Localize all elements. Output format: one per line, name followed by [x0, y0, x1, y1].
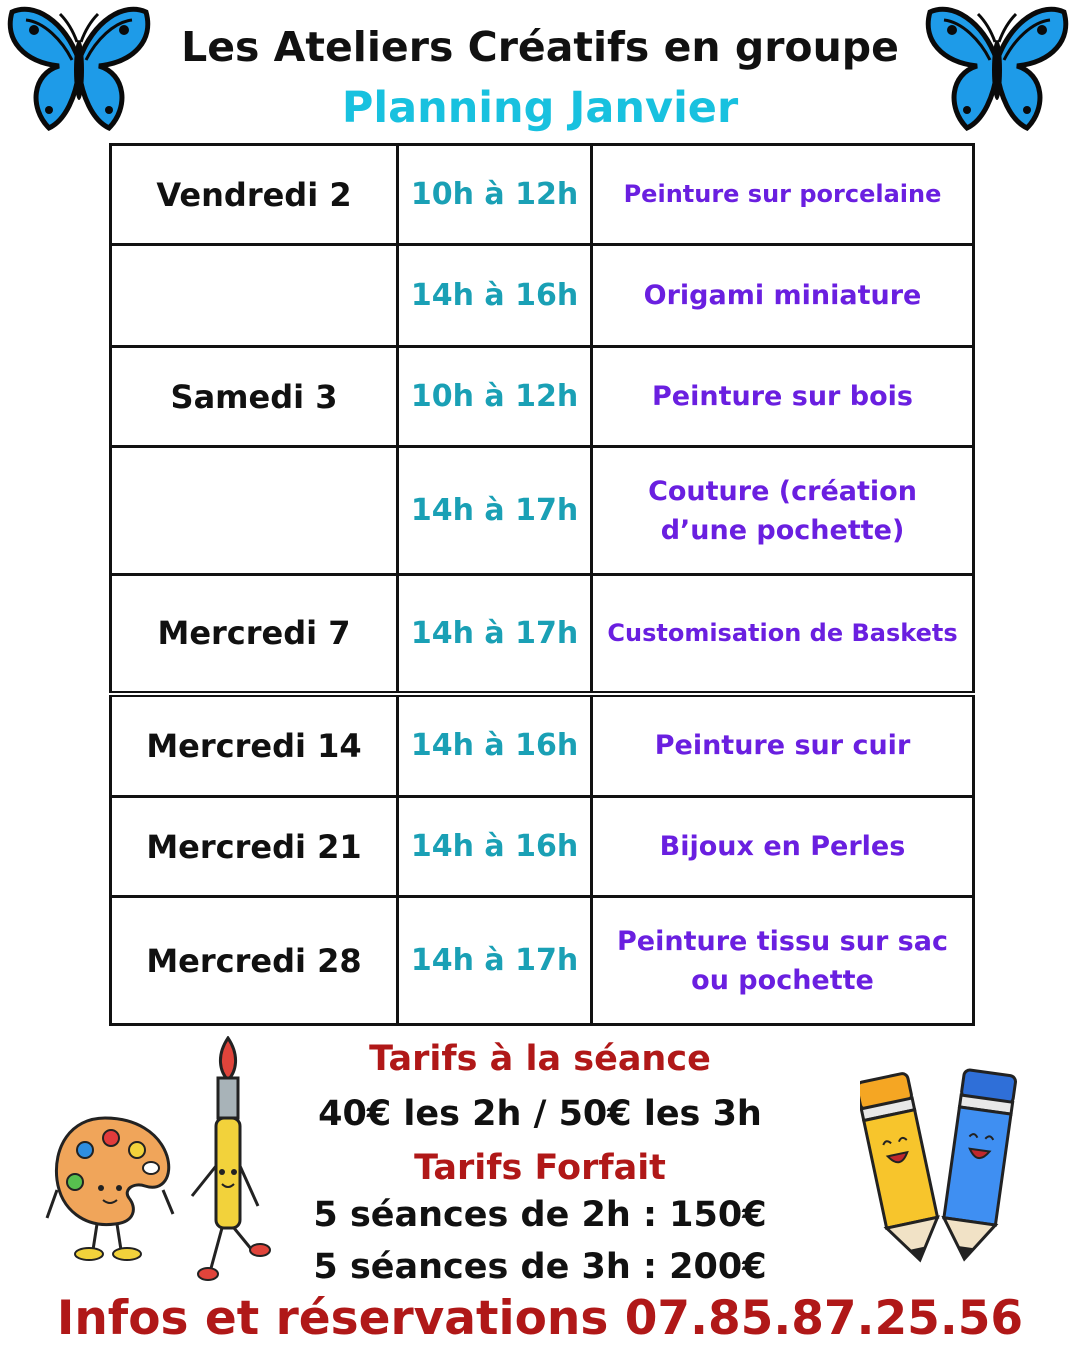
time-cell: 10h à 12h: [398, 145, 592, 245]
activity-cell: Bijoux en Perles: [592, 797, 974, 897]
activity-cell: Customisation de Baskets: [592, 575, 974, 694]
package-pricing-title: Tarifs Forfait: [414, 1148, 666, 1188]
time-cell: 14h à 16h: [398, 694, 592, 797]
day-cell: Mercredi 21: [111, 797, 398, 897]
palette-mascot-icon: [45, 1110, 180, 1270]
page-subtitle: Planning Janvier: [341, 83, 739, 133]
page-title: Les Ateliers Créatifs en groupe: [181, 23, 899, 71]
time-cell: 14h à 17h: [398, 575, 592, 694]
paintbrush-mascot-icon: [180, 1036, 275, 1286]
blue-pencil-mascot-icon: [938, 1062, 1018, 1267]
day-cell: Mercredi 28: [111, 897, 398, 1025]
package-price-2h: 5 séances de 2h : 150€: [313, 1195, 767, 1235]
day-cell: Vendredi 2: [111, 145, 398, 245]
contact-info: Infos et réservations 07.85.87.25.56: [56, 1291, 1024, 1346]
yellow-pencil-mascot-icon: [860, 1066, 940, 1266]
time-cell: 14h à 16h: [398, 245, 592, 347]
activity-cell: Peinture tissu sur sac ou pochette: [592, 897, 974, 1025]
table-row: [111, 347, 974, 447]
package-price-3h: 5 séances de 3h : 200€: [313, 1247, 767, 1287]
day-cell: Samedi 3: [111, 347, 398, 447]
time-cell: 14h à 17h: [398, 447, 592, 575]
schedule-table: [109, 143, 975, 1026]
table-row: [111, 575, 974, 694]
session-pricing-title: Tarifs à la séance: [369, 1039, 711, 1079]
table-row: [111, 797, 974, 897]
activity-cell: Origami miniature: [592, 245, 974, 347]
activity-cell: Peinture sur porcelaine: [592, 145, 974, 245]
table-row: [111, 694, 974, 797]
activity-cell: Peinture sur cuir: [592, 694, 974, 797]
table-row: [111, 245, 974, 347]
session-price: 40€ les 2h / 50€ les 3h: [318, 1094, 762, 1134]
time-cell: 14h à 16h: [398, 797, 592, 897]
table-row: [111, 145, 974, 245]
table-row: [111, 897, 974, 1025]
activity-cell: Peinture sur bois: [592, 347, 974, 447]
day-cell: [111, 447, 398, 575]
table-row: [111, 447, 974, 575]
time-cell: 14h à 17h: [398, 897, 592, 1025]
time-cell: 10h à 12h: [398, 347, 592, 447]
day-cell: Mercredi 14: [111, 694, 398, 797]
day-cell: Mercredi 7: [111, 575, 398, 694]
activity-cell: Couture (création d’une pochette): [592, 447, 974, 575]
day-cell: [111, 245, 398, 347]
